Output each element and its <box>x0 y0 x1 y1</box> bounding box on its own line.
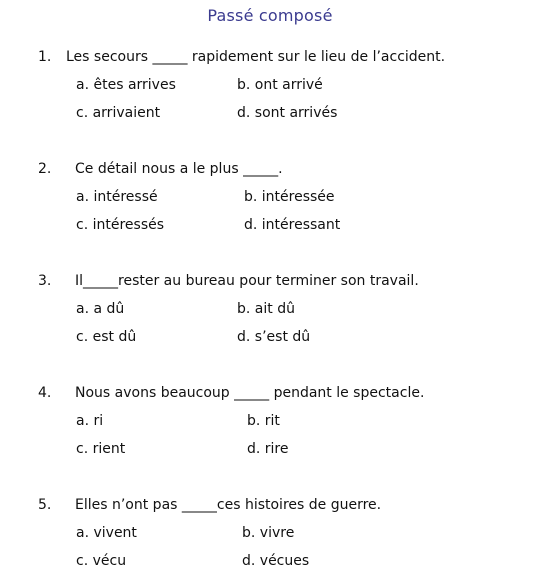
option-c[interactable]: c. intéressés <box>76 217 165 233</box>
option-a[interactable]: a. ri <box>76 413 104 429</box>
option-c[interactable]: c. est dû <box>76 329 137 345</box>
option-a[interactable]: a. vivent <box>76 525 137 541</box>
option-d[interactable]: d. vécues <box>242 553 310 569</box>
question-text: Il_____rester au bureau pour terminer son travail. <box>75 273 419 289</box>
option-d[interactable]: d. rire <box>247 441 289 457</box>
option-b[interactable]: b. vivre <box>242 525 295 541</box>
question-number: 5. <box>38 497 52 513</box>
question-number: 4. <box>38 385 52 401</box>
question-text: Elles n’ont pas _____ces histoires de guerre. <box>75 497 382 513</box>
question-text: Ce détail nous a le plus _____. <box>75 161 283 177</box>
question-number: 2. <box>38 161 52 177</box>
option-b[interactable]: b. ont arrivé <box>237 77 323 93</box>
question-number: 3. <box>38 273 52 289</box>
question-number: 1. <box>38 49 52 65</box>
option-a[interactable]: a. a dû <box>76 301 125 317</box>
option-b[interactable]: b. ait dû <box>237 301 295 317</box>
option-b[interactable]: b. intéressée <box>244 189 335 205</box>
option-a[interactable]: a. êtes arrives <box>76 77 176 93</box>
option-c[interactable]: c. arrivaient <box>76 105 161 121</box>
option-b[interactable]: b. rit <box>247 413 280 429</box>
option-c[interactable]: c. vécu <box>76 553 127 569</box>
question-text: Les secours _____ rapidement sur le lieu de l’accident. <box>66 49 446 65</box>
option-d[interactable]: d. intéressant <box>244 217 341 233</box>
question-text: Nous avons beaucoup _____ pendant le spectacle. <box>75 385 425 401</box>
option-c[interactable]: c. rient <box>76 441 126 457</box>
option-d[interactable]: d. sont arrivés <box>237 105 338 121</box>
option-a[interactable]: a. intéressé <box>76 189 158 205</box>
page-title: Passé composé <box>207 6 333 25</box>
option-d[interactable]: d. s’est dû <box>237 329 311 345</box>
